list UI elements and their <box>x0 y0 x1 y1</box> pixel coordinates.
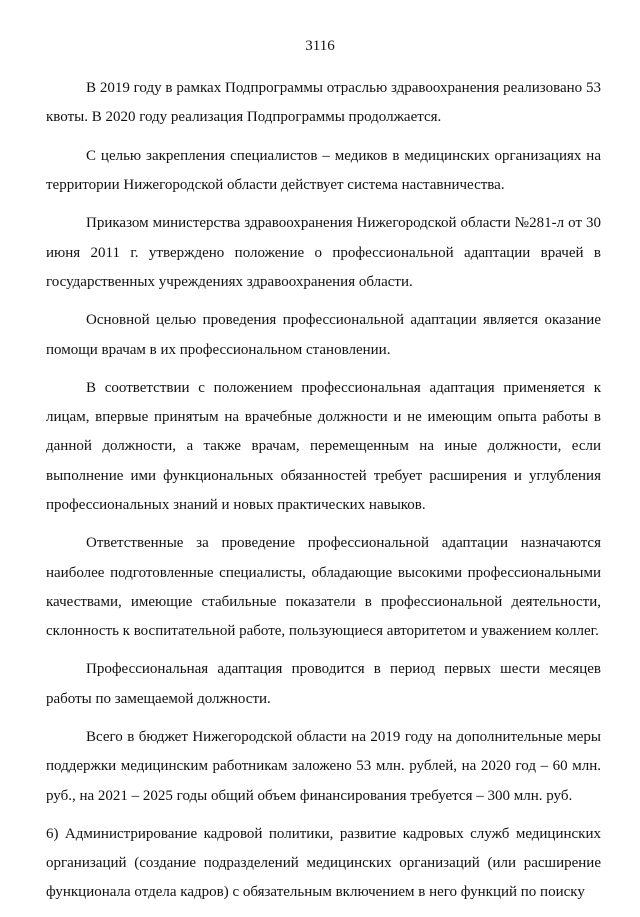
paragraph-adaptation-scope: В соответствии с положением профессиональная адаптация применяется к лицам, впервые принятым на врачебные должности и не имеющим опыта работы в данной должности, а также врачам, перемещенным на иные должности, если выполнение ими функциональных обязанностей требует расширения и углубления профессиональных знаний и новых практических навыков. <box>46 380 601 513</box>
paragraph-period: Профессиональная адаптация проводится в период первых шести месяцев работы по замещаемой должности. <box>46 661 601 707</box>
body-text <box>46 74 601 917</box>
paragraph-order: Приказом министерства здравоохранения Нижегородской области №281-л от 30 июня 2011 г. утверждено положение о профессиональной адаптации врачей в государственных учреждениях здравоохранения области. <box>46 215 601 290</box>
paragraph-budget: Всего в бюджет Нижегородской области на 2019 году на дополнительные меры поддержки медицинским работникам заложено 53 млн. рублей, на 2020 год – 60 млн. руб., на 2021 – 2025 годы общий объем финансирования требуется – 300 млн. руб. <box>46 729 601 804</box>
paragraph-adaptation-goal: Основной целью проведения профессиональной адаптации является оказание помощи врачам в их профессиональном становлении. <box>46 312 601 358</box>
paragraph-mentoring: С целью закрепления специалистов – медиков в медицинских организациях на территории Нижегородской области действует система наставничества. <box>46 147 601 193</box>
page-number: 3116 <box>305 38 335 54</box>
paragraph-responsible: Ответственные за проведение профессиональной адаптации назначаются наиболее подготовленные специалисты, обладающие высокими профессиональными качествами, имеющие стабильные показатели в профессиональной деятельности, склонность к воспитательной работе, пользующиеся авторитетом и уважением коллег. <box>46 535 601 639</box>
paragraph-quotas: В 2019 году в рамках Подпрограммы отраслью здравоохранения реализовано 53 квоты. В 2020 году реализация Подпрограммы продолжается. <box>46 80 601 126</box>
paragraph-hr-administration: 6) Администрирование кадровой политики, развитие кадровых служб медицинских организаций (создание подразделений медицинских организаций (или расширение функционала отдела кадров) с обязательным включением в него функций по поиску <box>46 826 601 901</box>
